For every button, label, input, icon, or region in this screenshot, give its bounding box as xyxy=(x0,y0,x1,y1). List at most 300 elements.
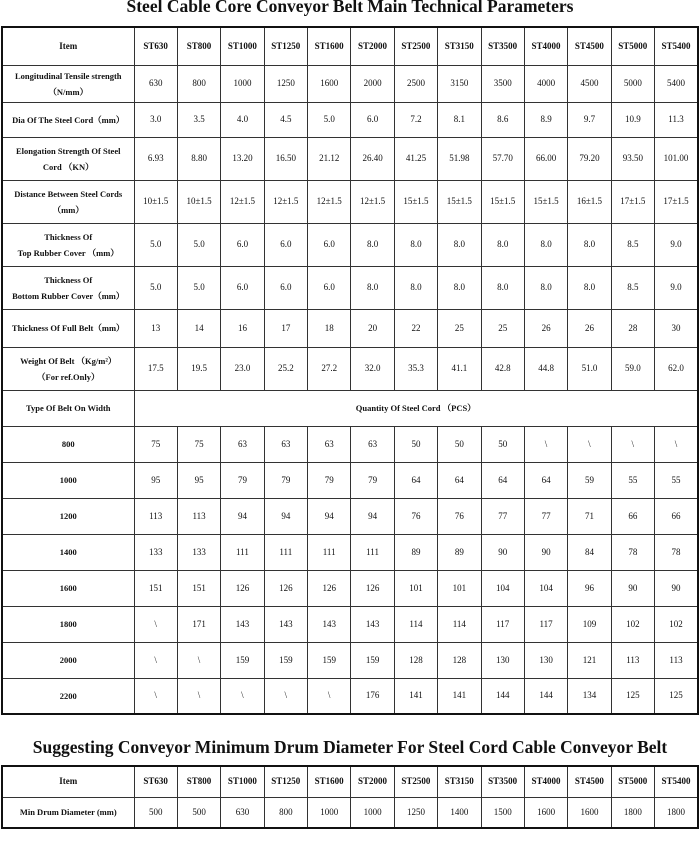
label-line: （N/mm） xyxy=(48,86,89,97)
param-value: 6.0 xyxy=(264,266,307,309)
param-value: 27.2 xyxy=(308,347,351,390)
cord-count: 63 xyxy=(351,426,394,462)
cord-count: 84 xyxy=(568,534,611,570)
param-value: 16±1.5 xyxy=(568,180,611,223)
param-row xyxy=(2,137,698,180)
param-value: 8.0 xyxy=(481,266,524,309)
param-value: 630 xyxy=(134,65,177,102)
cord-count: 90 xyxy=(611,570,654,606)
cord-count: \ xyxy=(655,426,699,462)
param-value: 13.20 xyxy=(221,137,264,180)
param-value: 5.0 xyxy=(177,266,220,309)
drum-value: 1800 xyxy=(655,797,699,828)
cord-count: 64 xyxy=(438,462,481,498)
param-value: 15±1.5 xyxy=(524,180,567,223)
belt-width: 800 xyxy=(2,426,134,462)
param-value: 51.0 xyxy=(568,347,611,390)
param-value: 17 xyxy=(264,309,307,347)
cord-count: 176 xyxy=(351,678,394,714)
cord-count: 126 xyxy=(221,570,264,606)
model-header: ST2000 xyxy=(351,27,394,65)
drum-value: 630 xyxy=(221,797,264,828)
param-value: 8.0 xyxy=(524,266,567,309)
width-row xyxy=(2,426,698,462)
drum-row xyxy=(2,797,698,828)
cord-count: 79 xyxy=(221,462,264,498)
param-value: 8.0 xyxy=(524,223,567,266)
cord-count: 143 xyxy=(308,606,351,642)
param-value: 16.50 xyxy=(264,137,307,180)
param-row xyxy=(2,65,698,102)
cord-count: \ xyxy=(524,426,567,462)
param-value: 17.5 xyxy=(134,347,177,390)
cord-count: 143 xyxy=(351,606,394,642)
param-value: 8.9 xyxy=(524,102,567,137)
param-value: 6.93 xyxy=(134,137,177,180)
param-value: 8.0 xyxy=(394,266,437,309)
param-row xyxy=(2,180,698,223)
label-line: Top Rubber Cover （mm） xyxy=(17,247,119,258)
drum-value: 500 xyxy=(134,797,177,828)
cord-count: \ xyxy=(611,426,654,462)
model-header: ST5000 xyxy=(611,766,654,797)
param-value: 800 xyxy=(177,65,220,102)
label-line: Thickness Of Full Belt（mm） xyxy=(11,323,125,333)
param-value: 93.50 xyxy=(611,137,654,180)
param-value: 25.2 xyxy=(264,347,307,390)
param-value: 15±1.5 xyxy=(438,180,481,223)
width-row xyxy=(2,534,698,570)
param-value: 6.0 xyxy=(308,266,351,309)
param-value: 9.0 xyxy=(655,223,699,266)
param-value: 15±1.5 xyxy=(481,180,524,223)
param-value: 8.0 xyxy=(394,223,437,266)
cord-count: 89 xyxy=(394,534,437,570)
cord-count: 50 xyxy=(394,426,437,462)
param-value: 10±1.5 xyxy=(134,180,177,223)
param-value: 18 xyxy=(308,309,351,347)
width-row xyxy=(2,570,698,606)
param-value: 8.0 xyxy=(568,223,611,266)
param-value: 5.0 xyxy=(308,102,351,137)
cord-count: 144 xyxy=(481,678,524,714)
belt-width: 1000 xyxy=(2,462,134,498)
cord-count: 159 xyxy=(351,642,394,678)
cord-count: 111 xyxy=(264,534,307,570)
cord-count: 78 xyxy=(611,534,654,570)
cord-count: 90 xyxy=(524,534,567,570)
drum-diameter-title: Suggesting Conveyor Minimum Drum Diameter For Steel Cord Cable Conveyor Belt xyxy=(32,737,668,757)
cord-count: 64 xyxy=(394,462,437,498)
param-value: 8.6 xyxy=(481,102,524,137)
param-value: 4.0 xyxy=(221,102,264,137)
cord-count: 71 xyxy=(568,498,611,534)
cord-count: 144 xyxy=(524,678,567,714)
param-value: 8.1 xyxy=(438,102,481,137)
model-header: ST800 xyxy=(177,766,220,797)
cord-count: 79 xyxy=(351,462,394,498)
param-value: 20 xyxy=(351,309,394,347)
model-header: ST4500 xyxy=(568,27,611,65)
model-header: ST1250 xyxy=(264,27,307,65)
param-value: 42.8 xyxy=(481,347,524,390)
cord-count: 126 xyxy=(264,570,307,606)
model-header: ST3150 xyxy=(438,27,481,65)
label-line: （mm） xyxy=(52,204,84,215)
label-line: Dia Of The Steel Cord（mm） xyxy=(12,114,125,125)
cord-count: 125 xyxy=(611,678,654,714)
cord-count: 90 xyxy=(655,570,699,606)
param-row xyxy=(2,347,698,390)
cord-count: 117 xyxy=(524,606,567,642)
model-header: ST630 xyxy=(134,766,177,797)
param-value: 4000 xyxy=(524,65,567,102)
width-row xyxy=(2,462,698,498)
cord-count: 130 xyxy=(524,642,567,678)
drum-value: 1250 xyxy=(394,797,437,828)
param-value: 28 xyxy=(611,309,654,347)
label-line: Weight Of Belt （Kg/m²） xyxy=(20,355,117,366)
model-header: ST1000 xyxy=(221,766,264,797)
model-header: ST1250 xyxy=(264,766,307,797)
drum-diameter-table xyxy=(1,765,699,829)
param-value: 6.0 xyxy=(264,223,307,266)
param-value: 9.7 xyxy=(568,102,611,137)
param-value: 8.0 xyxy=(438,266,481,309)
cord-count: 63 xyxy=(264,426,307,462)
model-header: ST630 xyxy=(134,27,177,65)
cord-count: 121 xyxy=(568,642,611,678)
param-value: 5400 xyxy=(655,65,699,102)
param-value: 26 xyxy=(568,309,611,347)
param-value: 5.0 xyxy=(134,266,177,309)
width-row xyxy=(2,606,698,642)
cord-count: 66 xyxy=(655,498,699,534)
param-row xyxy=(2,309,698,347)
model-header: ST3150 xyxy=(438,766,481,797)
cord-count: 134 xyxy=(568,678,611,714)
model-header: ST3500 xyxy=(481,766,524,797)
cord-count: 95 xyxy=(177,462,220,498)
param-value: 32.0 xyxy=(351,347,394,390)
cord-count: 171 xyxy=(177,606,220,642)
cord-count: \ xyxy=(177,678,220,714)
header-row xyxy=(2,766,698,797)
param-value: 8.0 xyxy=(351,223,394,266)
param-value: 11.3 xyxy=(655,102,699,137)
label-line: Elongation Strength Of Steel xyxy=(16,145,121,156)
model-header: ST3500 xyxy=(481,27,524,65)
cord-count: 143 xyxy=(221,606,264,642)
param-value: 6.0 xyxy=(308,223,351,266)
cord-count: 66 xyxy=(611,498,654,534)
cord-count: \ xyxy=(568,426,611,462)
cord-count: 113 xyxy=(655,642,699,678)
model-header: ST800 xyxy=(177,27,220,65)
model-header: ST4000 xyxy=(524,27,567,65)
main-title: Steel Cable Core Conveyor Belt Main Technical Parameters xyxy=(126,0,574,16)
cord-count: 128 xyxy=(438,642,481,678)
model-header: ST2500 xyxy=(394,27,437,65)
width-row xyxy=(2,498,698,534)
param-value: 25 xyxy=(481,309,524,347)
cord-count: 151 xyxy=(177,570,220,606)
cord-count: 75 xyxy=(177,426,220,462)
cord-count: 141 xyxy=(438,678,481,714)
drum-value: 1800 xyxy=(611,797,654,828)
belt-width: 2200 xyxy=(2,678,134,714)
cord-count: 94 xyxy=(264,498,307,534)
cord-count: 133 xyxy=(177,534,220,570)
cord-count: 79 xyxy=(308,462,351,498)
cord-count: 114 xyxy=(394,606,437,642)
drum-value: 800 xyxy=(264,797,307,828)
cord-count: 95 xyxy=(134,462,177,498)
cord-count: \ xyxy=(177,642,220,678)
cord-count: 50 xyxy=(481,426,524,462)
cord-count: 76 xyxy=(438,498,481,534)
quantity-header: Quantity Of Steel Cord （PCS） xyxy=(134,390,698,426)
model-header: ST4000 xyxy=(524,766,567,797)
param-value: 12±1.5 xyxy=(264,180,307,223)
param-value: 6.0 xyxy=(221,266,264,309)
param-value: 3.0 xyxy=(134,102,177,137)
cord-count: 55 xyxy=(611,462,654,498)
cord-count: 63 xyxy=(308,426,351,462)
cord-count: 109 xyxy=(568,606,611,642)
param-value: 26 xyxy=(524,309,567,347)
cord-count: 159 xyxy=(221,642,264,678)
param-value: 15±1.5 xyxy=(394,180,437,223)
cord-count: 126 xyxy=(351,570,394,606)
param-value: 7.2 xyxy=(394,102,437,137)
param-value: 3500 xyxy=(481,65,524,102)
cord-count: 59 xyxy=(568,462,611,498)
cord-count: 113 xyxy=(611,642,654,678)
model-header: ST1600 xyxy=(308,27,351,65)
drum-value: 1600 xyxy=(568,797,611,828)
param-value: 10.9 xyxy=(611,102,654,137)
param-value: 22 xyxy=(394,309,437,347)
param-value: 1000 xyxy=(221,65,264,102)
width-row xyxy=(2,642,698,678)
cord-count: 117 xyxy=(481,606,524,642)
label-line: Thickness Of xyxy=(44,231,93,242)
param-label xyxy=(2,137,134,180)
drum-value: 1600 xyxy=(524,797,567,828)
width-section-row xyxy=(2,390,698,426)
param-value: 12±1.5 xyxy=(221,180,264,223)
cord-count: 78 xyxy=(655,534,699,570)
param-value: 19.5 xyxy=(177,347,220,390)
drum-value: 1000 xyxy=(308,797,351,828)
belt-width: 1400 xyxy=(2,534,134,570)
cord-count: 114 xyxy=(438,606,481,642)
param-value: 8.0 xyxy=(568,266,611,309)
cord-count: 94 xyxy=(351,498,394,534)
cord-count: \ xyxy=(134,678,177,714)
param-value: 66.00 xyxy=(524,137,567,180)
param-value: 8.5 xyxy=(611,266,654,309)
cord-count: 90 xyxy=(481,534,524,570)
label-line: Longitudinal Tensile strength xyxy=(14,70,122,81)
param-value: 101.00 xyxy=(655,137,699,180)
model-header: ST4500 xyxy=(568,766,611,797)
param-value: 2000 xyxy=(351,65,394,102)
belt-width: 1200 xyxy=(2,498,134,534)
cord-count: 159 xyxy=(264,642,307,678)
param-value: 10±1.5 xyxy=(177,180,220,223)
belt-width: 2000 xyxy=(2,642,134,678)
belt-width: 1800 xyxy=(2,606,134,642)
param-label xyxy=(2,266,134,309)
model-header: ST5400 xyxy=(655,27,699,65)
param-value: 8.80 xyxy=(177,137,220,180)
cord-count: 101 xyxy=(394,570,437,606)
cord-count: 63 xyxy=(221,426,264,462)
drum-value: 1400 xyxy=(438,797,481,828)
param-value: 35.3 xyxy=(394,347,437,390)
cord-count: 143 xyxy=(264,606,307,642)
param-value: 41.1 xyxy=(438,347,481,390)
cord-count: \ xyxy=(264,678,307,714)
param-value: 3.5 xyxy=(177,102,220,137)
param-value: 12±1.5 xyxy=(351,180,394,223)
param-value: 17±1.5 xyxy=(611,180,654,223)
cord-count: 141 xyxy=(394,678,437,714)
param-value: 13 xyxy=(134,309,177,347)
cord-count: 133 xyxy=(134,534,177,570)
model-header: ST5400 xyxy=(655,766,699,797)
param-value: 3150 xyxy=(438,65,481,102)
cord-count: 104 xyxy=(481,570,524,606)
cord-count: 125 xyxy=(655,678,699,714)
cord-count: 113 xyxy=(177,498,220,534)
model-header: ST1000 xyxy=(221,27,264,65)
param-label xyxy=(2,309,134,347)
cord-count: 102 xyxy=(611,606,654,642)
param-row xyxy=(2,223,698,266)
param-value: 44.8 xyxy=(524,347,567,390)
cord-count: 111 xyxy=(351,534,394,570)
cord-count: 151 xyxy=(134,570,177,606)
param-value: 26.40 xyxy=(351,137,394,180)
param-value: 17±1.5 xyxy=(655,180,699,223)
cord-count: 77 xyxy=(481,498,524,534)
cord-count: 55 xyxy=(655,462,699,498)
cord-count: 111 xyxy=(308,534,351,570)
item-header: Item xyxy=(2,766,134,797)
label-line: Cord （KN） xyxy=(42,161,94,172)
param-label xyxy=(2,65,134,102)
param-value: 4.5 xyxy=(264,102,307,137)
drum-value: 1500 xyxy=(481,797,524,828)
cord-count: 79 xyxy=(264,462,307,498)
model-header: ST5000 xyxy=(611,27,654,65)
param-value: 23.0 xyxy=(221,347,264,390)
cord-count: 111 xyxy=(221,534,264,570)
cord-count: 113 xyxy=(134,498,177,534)
param-value: 41.25 xyxy=(394,137,437,180)
label-line: （For ref.Only） xyxy=(37,371,100,382)
header-row xyxy=(2,27,698,65)
param-value: 5000 xyxy=(611,65,654,102)
param-value: 16 xyxy=(221,309,264,347)
item-header: Item xyxy=(2,27,134,65)
cord-count: 50 xyxy=(438,426,481,462)
cord-count: 130 xyxy=(481,642,524,678)
cord-count: 64 xyxy=(481,462,524,498)
label-line: Distance Between Steel Cords xyxy=(14,188,123,199)
param-value: 12±1.5 xyxy=(308,180,351,223)
drum-label: Min Drum Diameter (mm) xyxy=(2,797,134,828)
param-value: 57.70 xyxy=(481,137,524,180)
model-header: ST1600 xyxy=(308,766,351,797)
param-value: 79.20 xyxy=(568,137,611,180)
param-value: 2500 xyxy=(394,65,437,102)
param-value: 25 xyxy=(438,309,481,347)
param-value: 6.0 xyxy=(221,223,264,266)
cord-count: 102 xyxy=(655,606,699,642)
param-value: 1600 xyxy=(308,65,351,102)
cord-count: 75 xyxy=(134,426,177,462)
cord-count: 101 xyxy=(438,570,481,606)
param-value: 5.0 xyxy=(134,223,177,266)
model-header: ST2000 xyxy=(351,766,394,797)
param-value: 8.5 xyxy=(611,223,654,266)
cord-count: 94 xyxy=(221,498,264,534)
param-value: 62.0 xyxy=(655,347,699,390)
drum-value: 1000 xyxy=(351,797,394,828)
label-line: Thickness Of xyxy=(44,274,93,285)
cord-count: 77 xyxy=(524,498,567,534)
cord-count: 64 xyxy=(524,462,567,498)
cord-count: 126 xyxy=(308,570,351,606)
param-value: 8.0 xyxy=(438,223,481,266)
technical-parameters-table xyxy=(1,26,699,715)
param-row xyxy=(2,102,698,137)
label-line: Bottom Rubber Cover（mm） xyxy=(12,290,125,301)
param-value: 14 xyxy=(177,309,220,347)
cord-count: 89 xyxy=(438,534,481,570)
cord-count: 76 xyxy=(394,498,437,534)
param-value: 6.0 xyxy=(351,102,394,137)
param-value: 4500 xyxy=(568,65,611,102)
param-value: 9.0 xyxy=(655,266,699,309)
cord-count: 104 xyxy=(524,570,567,606)
param-label xyxy=(2,102,134,137)
width-row xyxy=(2,678,698,714)
param-value: 51.98 xyxy=(438,137,481,180)
cord-count: \ xyxy=(308,678,351,714)
cord-count: 128 xyxy=(394,642,437,678)
param-label xyxy=(2,180,134,223)
drum-value: 500 xyxy=(177,797,220,828)
cord-count: \ xyxy=(221,678,264,714)
param-label xyxy=(2,223,134,266)
model-header: ST2500 xyxy=(394,766,437,797)
param-row xyxy=(2,266,698,309)
param-value: 8.0 xyxy=(481,223,524,266)
param-value: 30 xyxy=(655,309,699,347)
param-value: 59.0 xyxy=(611,347,654,390)
cord-count: 96 xyxy=(568,570,611,606)
cord-count: \ xyxy=(134,642,177,678)
param-value: 8.0 xyxy=(351,266,394,309)
param-value: 21.12 xyxy=(308,137,351,180)
width-section-label: Type Of Belt On Width xyxy=(2,390,134,426)
param-label xyxy=(2,347,134,390)
